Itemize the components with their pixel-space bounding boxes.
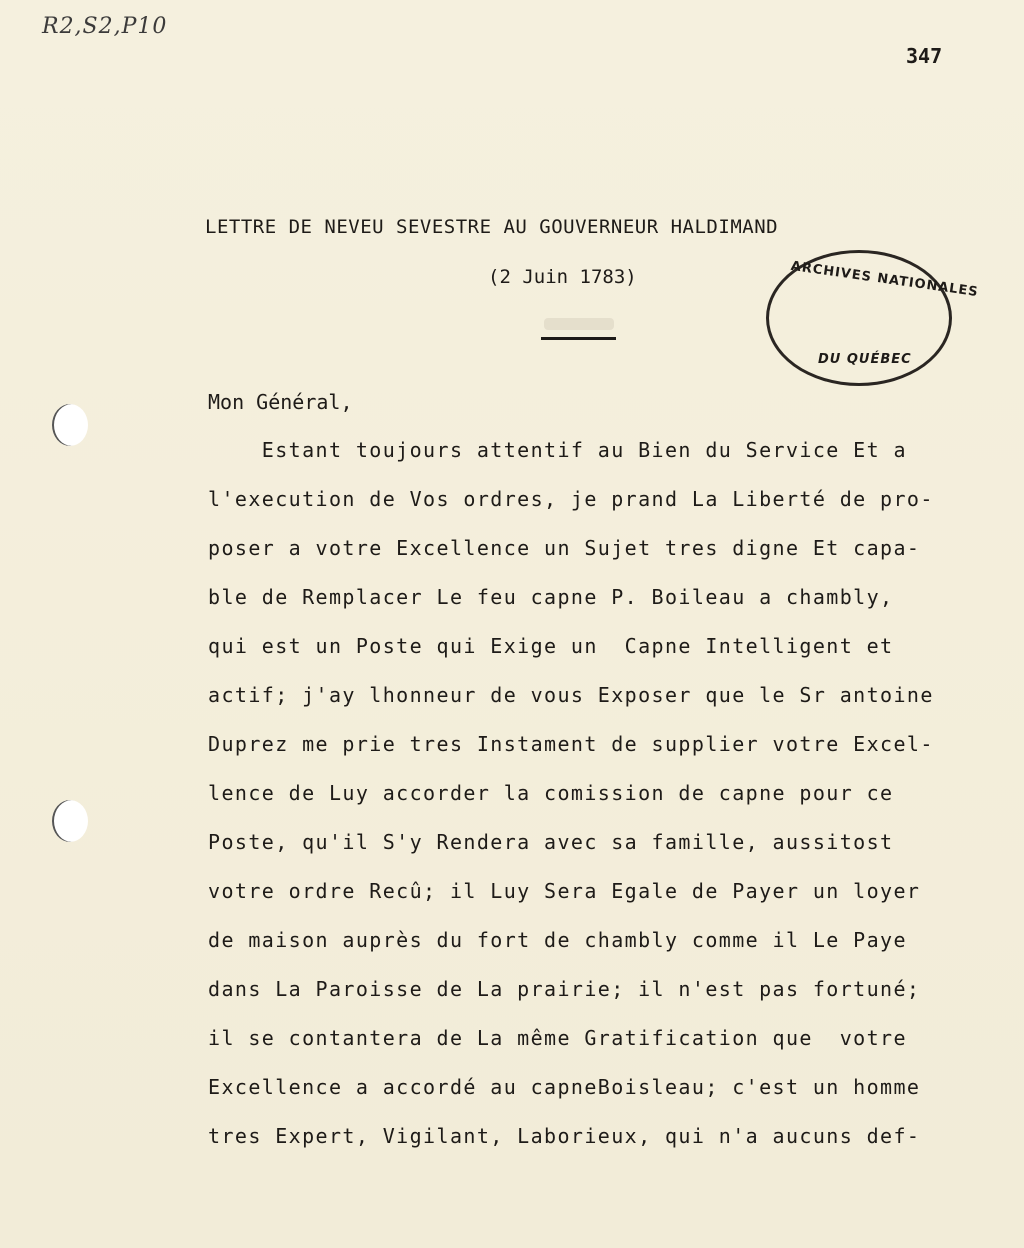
page-number: 347 [906, 44, 943, 68]
document-date: (2 Juin 1783) [488, 266, 637, 288]
salutation: Mon Général, [208, 390, 353, 414]
handwritten-reference: R2,S2,P10 [42, 14, 168, 39]
body-line: actif; j'ay lhonneur de vous Exposer que le Sr antoine [208, 683, 934, 707]
stamp-top-text: ARCHIVES NATIONALES [789, 258, 980, 301]
document-title: LETTRE DE NEVEU SEVESTRE AU GOUVERNEUR HALDIMAND [205, 216, 779, 238]
title-underline [541, 337, 616, 340]
body-line: ble de Remplacer Le feu capne P. Boileau a chambly, [208, 585, 894, 609]
body-line: qui est un Poste qui Exige un Capne Intelligent et [208, 634, 894, 658]
body-line: lence de Luy accorder la comission de capne pour ce [208, 781, 894, 805]
body-line: Poste, qu'il S'y Rendera avec sa famille, aussitost [208, 830, 894, 854]
smudge-mark [544, 318, 614, 330]
body-line: Duprez me prie tres Instament de supplier votre Excel- [208, 732, 934, 756]
body-line: Excellence a accordé au capneBoisleau; c'est un homme [208, 1075, 921, 1099]
body-line: poser a votre Excellence un Sujet tres digne Et capa- [208, 536, 921, 560]
body-line: dans La Paroisse de La prairie; il n'est pas fortuné; [208, 977, 921, 1001]
stamp-bottom-text: DU QUÉBEC [818, 352, 912, 367]
body-line: l'execution de Vos ordres, je prand La Liberté de pro- [208, 487, 934, 511]
punch-hole [52, 800, 88, 842]
body-line: de maison auprès du fort de chambly comme il Le Paye [208, 928, 907, 952]
punch-hole [52, 404, 88, 446]
body-line: tres Expert, Vigilant, Laborieux, qui n'a aucuns def- [208, 1124, 921, 1148]
body-line: votre ordre Recû; il Luy Sera Egale de Payer un loyer [208, 879, 921, 903]
body-line: Estant toujours attentif au Bien du Service Et a [208, 438, 907, 462]
body-line: il se contantera de La même Gratification que votre [208, 1026, 907, 1050]
